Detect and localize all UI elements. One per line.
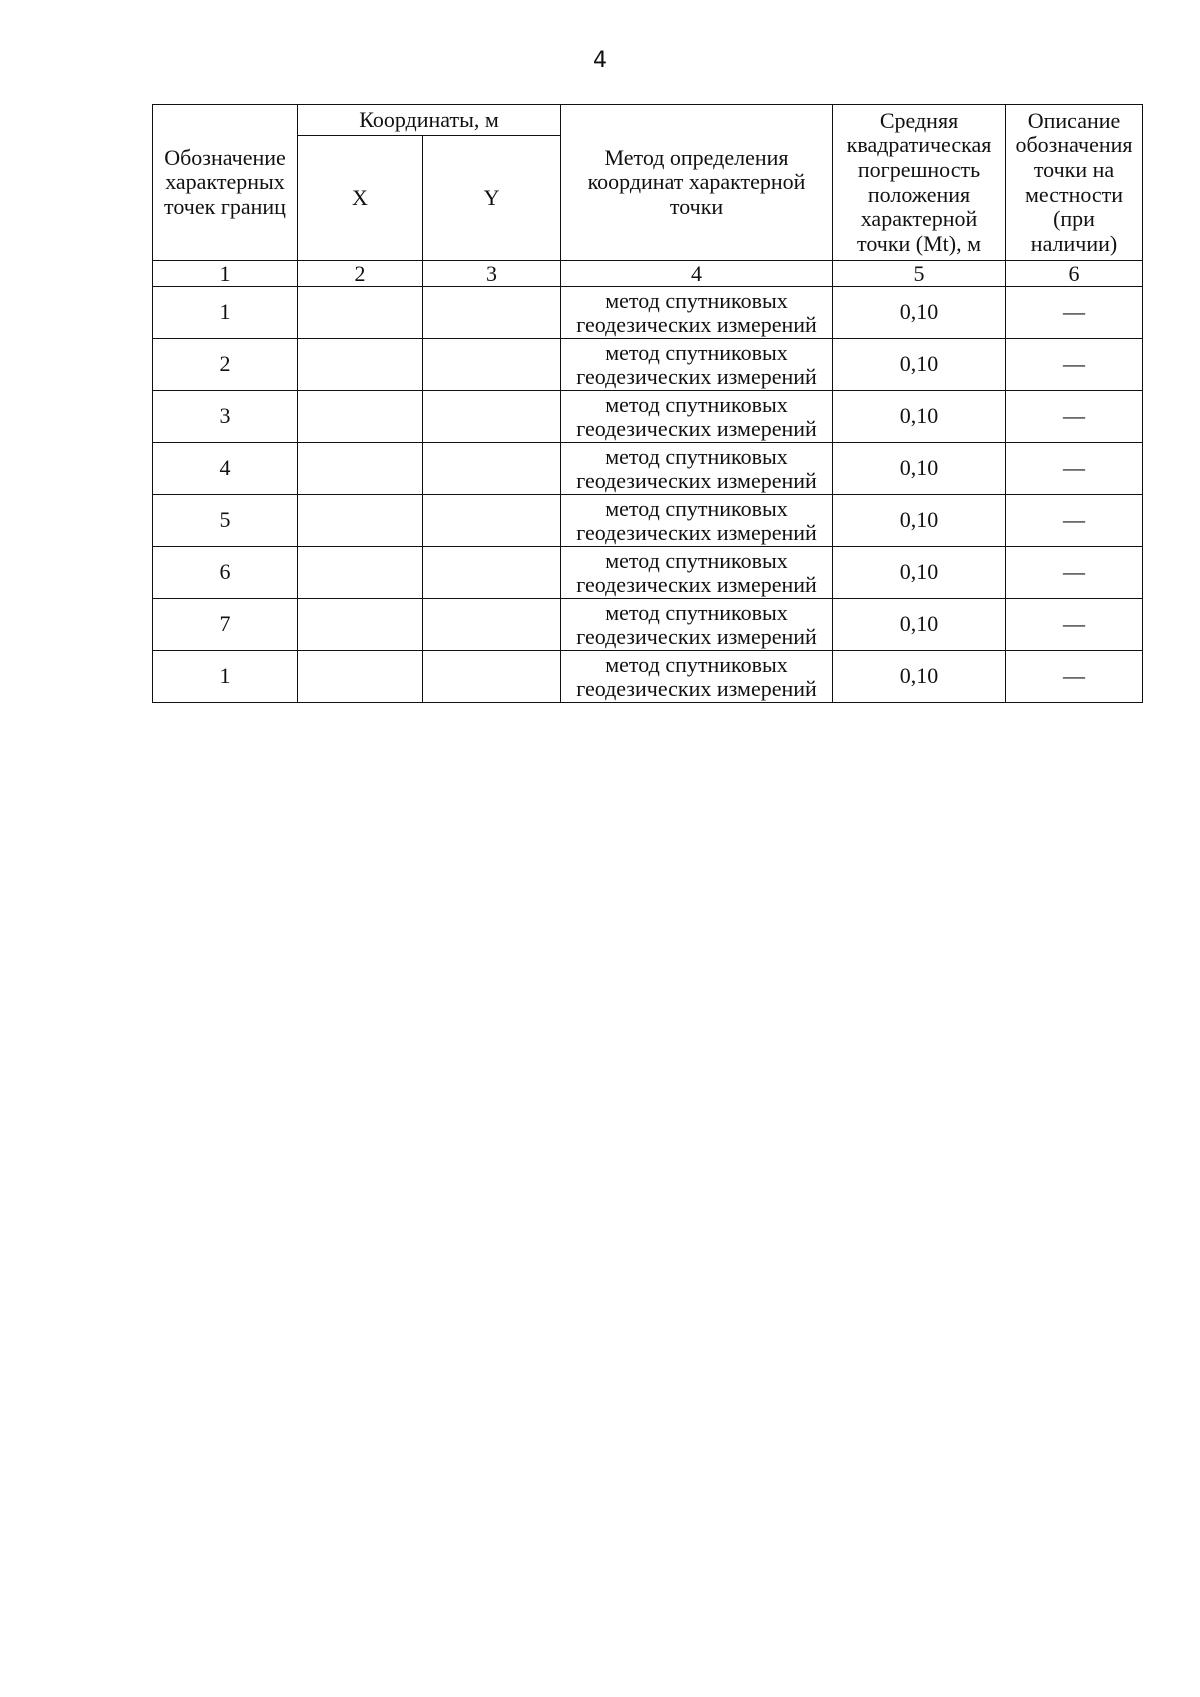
header-point-designation: Обозначение характерных точек границ <box>153 105 298 261</box>
column-number: 6 <box>1006 261 1143 287</box>
header-x: X <box>298 136 423 261</box>
method-line-2: геодезических измерений <box>576 623 817 649</box>
header-method: Метод определения координат характерной точки <box>561 105 833 261</box>
page-number: 4 <box>593 48 607 73</box>
description-cell: — <box>1006 599 1143 651</box>
method-cell <box>561 339 833 391</box>
y-cell <box>423 547 561 599</box>
x-cell <box>298 495 423 547</box>
header-coordinates: Координаты, м <box>298 105 561 136</box>
error-cell: 0,10 <box>833 287 1006 339</box>
table-row <box>153 599 1143 651</box>
method-line-1: метод спутниковых <box>605 496 788 522</box>
error-cell: 0,10 <box>833 651 1006 703</box>
column-number: 2 <box>298 261 423 287</box>
method-cell <box>561 443 833 495</box>
point-cell: 4 <box>153 443 298 495</box>
error-cell: 0,10 <box>833 495 1006 547</box>
description-cell: — <box>1006 443 1143 495</box>
description-cell: — <box>1006 495 1143 547</box>
table-row <box>153 339 1143 391</box>
y-cell <box>423 391 561 443</box>
coordinates-table <box>152 104 1143 703</box>
error-cell: 0,10 <box>833 443 1006 495</box>
header-error: Средняя квадратическая погрешность положения характерной точки (Mt), м <box>833 105 1006 261</box>
error-cell: 0,10 <box>833 339 1006 391</box>
point-cell: 1 <box>153 287 298 339</box>
method-cell <box>561 651 833 703</box>
method-cell <box>561 547 833 599</box>
method-line-2: геодезических измерений <box>576 363 817 389</box>
column-number-row <box>153 261 1143 287</box>
column-number: 3 <box>423 261 561 287</box>
y-cell <box>423 599 561 651</box>
x-cell <box>298 391 423 443</box>
x-cell <box>298 443 423 495</box>
method-line-1: метод спутниковых <box>605 340 788 366</box>
error-cell: 0,10 <box>833 547 1006 599</box>
table-row <box>153 651 1143 703</box>
point-cell: 3 <box>153 391 298 443</box>
description-cell: — <box>1006 287 1143 339</box>
table-row <box>153 495 1143 547</box>
method-cell <box>561 599 833 651</box>
method-line-1: метод спутниковых <box>605 288 788 314</box>
method-cell <box>561 391 833 443</box>
description-cell: — <box>1006 651 1143 703</box>
description-cell: — <box>1006 547 1143 599</box>
method-line-1: метод спутниковых <box>605 600 788 626</box>
x-cell <box>298 599 423 651</box>
x-cell <box>298 287 423 339</box>
method-line-2: геодезических измерений <box>576 311 817 337</box>
point-cell: 6 <box>153 547 298 599</box>
method-line-1: метод спутниковых <box>605 652 788 678</box>
y-cell <box>423 651 561 703</box>
point-cell: 5 <box>153 495 298 547</box>
method-cell <box>561 495 833 547</box>
column-number: 1 <box>153 261 298 287</box>
method-line-1: метод спутниковых <box>605 548 788 574</box>
table-row <box>153 391 1143 443</box>
header-row <box>153 105 1143 136</box>
header-description: Описание обозначения точки на местности (при наличии) <box>1006 105 1143 261</box>
description-cell: — <box>1006 391 1143 443</box>
y-cell <box>423 443 561 495</box>
header-y: Y <box>423 136 561 261</box>
table-row <box>153 547 1143 599</box>
x-cell <box>298 651 423 703</box>
method-line-2: геодезических измерений <box>576 467 817 493</box>
x-cell <box>298 547 423 599</box>
y-cell <box>423 495 561 547</box>
method-line-2: геодезических измерений <box>576 675 817 701</box>
point-cell: 2 <box>153 339 298 391</box>
point-cell: 7 <box>153 599 298 651</box>
point-cell: 1 <box>153 651 298 703</box>
y-cell <box>423 339 561 391</box>
method-line-2: геодезических измерений <box>576 519 817 545</box>
table-row <box>153 443 1143 495</box>
method-cell <box>561 287 833 339</box>
description-cell: — <box>1006 339 1143 391</box>
column-number: 4 <box>561 261 833 287</box>
x-cell <box>298 339 423 391</box>
column-number: 5 <box>833 261 1006 287</box>
method-line-1: метод спутниковых <box>605 392 788 418</box>
error-cell: 0,10 <box>833 391 1006 443</box>
method-line-1: метод спутниковых <box>605 444 788 470</box>
table-row <box>153 287 1143 339</box>
method-line-2: геодезических измерений <box>576 571 817 597</box>
y-cell <box>423 287 561 339</box>
error-cell: 0,10 <box>833 599 1006 651</box>
method-line-2: геодезических измерений <box>576 415 817 441</box>
